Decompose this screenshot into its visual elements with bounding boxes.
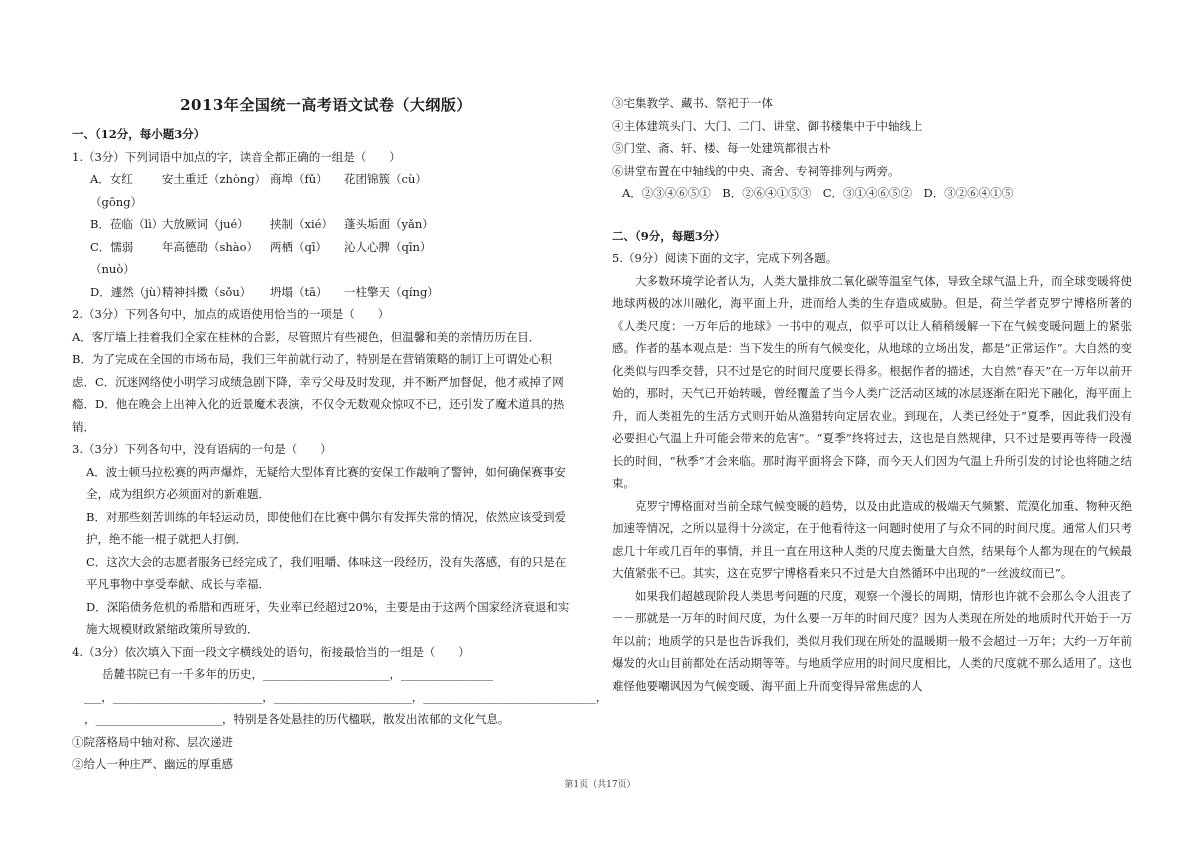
q4-line: ②给人一种庄严、幽远的厚重感: [72, 757, 233, 771]
q4-item-line: ⑤门堂、斋、轩、楼、每一处建筑都很古朴: [612, 141, 831, 155]
q4-body: [72, 663, 608, 776]
passage-paragraph: 如果我们超越现阶段人类思考问题的尺度，观察一个漫长的周期，情形也许就不会那么令人沮丧了－－那就是一万年的时间尺度，为什么要一万年的时间尺度？因为人类现在所处的地质时代开始于一万年以前；地质学的只是也告诉我们，类似月我们现在所处的温暖期一般不会超过一万年；大约一万年前爆发的火山目前都处在活动期等等。与地质学应用的时间尺度相比，人类的尺度就不那么适用了。这也难怪他要嘲讽因为气候变暖、海平面上升而变得异常焦虑的人: [612, 588, 1132, 693]
q4-line: ___，__________________________，________________________，______________________________，: [84, 689, 608, 704]
q4-item-line: ④主体建筑头门、大门、二门、讲堂、御书楼集中于中轴线上: [612, 118, 923, 133]
q4-line: 岳麓书院已有一千多年的历史，______________________，________________: [102, 667, 493, 681]
passage-paragraph: 大多数环境学论者认为，人类大量排放二氧化碳等温室气体，导致全球气温上升，而全球变暖将使地球两极的冰川融化，海平面上升，进而给人类的生存造成威胁。但是，荷兰学者克罗宁博格所著的《人类尺度：一万年后的地球》一书中的观点，似乎可以让人稍稍缓解一下在气候变暖问题上的紧张感。作者的基本观点是：当下发生的所有气候变化，从地球的立场出发，都是“正常运作”。大自然的变化类似与四季交替，只不过是它的时间尺度要长得多。根据作者的描述，大自然“春天”在一万年以前开始的，那时，天气已开始转暖，曾经覆盖了当今人类广泛活动区域的冰层逐渐在阳光下融化，海平面上升，而人类祖先的生活方式则开始从渔猎转向定居农业。到现在，人类已经处于“夏季，因此我们没有必要担心气温上升可能会带来的危害”。“夏季”终将过去，这也是自然规律，只不过是要再等待一段漫长的时间，“秋季”才会来临。那时海平面将会下降，而今天人们因为气温上升所引发的讨论也将随之结束。: [612, 273, 1132, 490]
q1-option-row: [72, 281, 580, 304]
q3-options: [72, 461, 580, 641]
q2-option-line: A．客厅墙上挂着我们全家在桂林的合影，尽管照片有些褪色，但温馨和美的亲情历历在目．: [72, 329, 541, 344]
section-2-heading: 二、（9分，每题3分）: [612, 228, 726, 243]
q2-stem: 2.（3分）下列各句中，加点的成语使用恰当的一项是（ ）: [72, 307, 390, 321]
q1-option-word: 商埠（fǔ）: [270, 172, 328, 186]
q2-option-line: B．为了完成在全国的市场布局，我们三年前就行动了，特别是在营销策略的制订上可谓处心积: [72, 352, 552, 366]
q1-stem: 1.（3分）下列词语中加点的字，读音全都正确的一组是（ ）: [72, 149, 401, 164]
q3-option-line: 全，成为组织方必须面对的新难题．: [86, 487, 270, 501]
page-footer: 第1页（共17页）: [564, 780, 636, 790]
q1-option-word: 一柱擎天（qíng）: [344, 284, 439, 299]
q1-option-word: 安土重迁（zhòng）: [162, 172, 267, 186]
passage-paragraph: 克罗宁博格面对当前全球气候变暖的趋势，以及由此造成的极端天气频繁、荒漠化加重、物种灭绝加速等情况，之所以显得十分淡定，在于他看待这一问题时使用了与众不同的时间尺度。通常人们只考虑几十年或几百年的事情，并且一直在用这种人类的尺度去衡量大自然，结果每个人都为现在的气候最大值紧张不已。其实，这在克罗宁博格看来只不过是大自然循环中出现的“一丝波纹而已”。: [612, 498, 1132, 580]
q3-option-line: C．这次大会的志愿者服务已经完成了，我们咀嚼、体味这一段经历，没有失落感，有的只是在: [86, 554, 567, 569]
q3-option-line: B．对那些刻苦训练的年轻运动员，即使他们在比赛中偶尔有发挥失常的情况，依然应该受到爱: [86, 509, 566, 524]
q3-option-line: 施大规模财政紧缩政策所导致的．: [86, 622, 259, 636]
q1-option-row: [72, 236, 580, 281]
q4-line: ①院落格局中轴对称、层次递进: [72, 734, 233, 749]
q3-stem: 3.（3分）下列各句中，没有语病的一句是（ ）: [72, 442, 332, 456]
q1-option-row: [72, 168, 580, 213]
q4-continued-items: [612, 92, 1132, 182]
q4-answer-options: A．②③④⑥⑤① B．②⑥④①⑤③ C．③①④⑥⑤② D．③②⑥④①⑤: [622, 186, 1014, 200]
q1-option-word: B．莅临（lì）: [90, 217, 164, 231]
q2-options: [72, 326, 580, 439]
left-column: [72, 90, 608, 776]
q1-option-word: 大放厥词（jué）: [162, 217, 249, 231]
q2-option-line: 虑．C．沉迷网络使小明学习成绩急剧下降，幸亏父母及时发现，并不断严加督促，他才戒掉了网: [72, 374, 564, 389]
q1-option-word: 年高德劭（shào）: [162, 239, 259, 254]
q1-option-word: A．女红（gōng）: [90, 172, 143, 209]
q1-option-word: C．懦弱（nuò）: [90, 239, 135, 276]
q5-stem: 5.（9分）阅读下面的文字，完成下列各题。: [612, 251, 838, 265]
q1-option-word: 挟制（xié）: [270, 217, 333, 231]
q3-option-line: D．深陷债务危机的希腊和西班牙，失业率已经超过20%，主要是由于这两个国家经济衰退和实: [86, 599, 570, 614]
reading-passage: [612, 270, 1132, 698]
q4-item-line: ⑥讲堂布置在中轴线的中央、斋舍、专祠等排列与两旁。: [612, 163, 900, 178]
q1-option-word: 蓬头垢面（yǎn）: [344, 217, 434, 231]
q3-option-line: A．波士顿马拉松赛的两声爆炸，无疑给大型体育比赛的安保工作敲响了警钟，如何确保赛事安: [86, 464, 566, 479]
q3-option-line: 护，绝不能一棍子就把人打倒．: [86, 532, 247, 546]
q2-option-line: 销．: [72, 419, 95, 434]
q4-stem: 4.（3分）依次填入下面一段文字横线处的语句，衔接最恰当的一组是（ ）: [72, 644, 470, 659]
q1-option-word: 两栖（qī）: [270, 239, 328, 254]
q3-option-line: 平凡事物中享受奉献、成长与幸福．: [86, 577, 270, 591]
q1-option-word: 坍塌（tā）: [270, 284, 328, 299]
q1-options: [72, 168, 580, 303]
q1-option-word: 沁人心脾（qīn）: [344, 239, 432, 254]
q4-line: ，______________________，特别是各处悬挂的历代楹联，散发出浓郁的文化气息。: [84, 712, 510, 726]
q1-option-word: 花团锦簇（cù）: [344, 172, 427, 186]
q4-item-line: ③宅集教学、藏书、祭祀于一体: [612, 96, 773, 110]
exam-title: 2013年全国统一高考语文试卷（大纲版）: [180, 96, 472, 114]
section-1-heading: 一、（12分，每小题3分）: [72, 127, 206, 141]
q1-option-row: [72, 213, 580, 236]
q1-option-word: D．遽然（jù）: [90, 284, 168, 299]
right-column: [612, 92, 1132, 697]
q1-option-word: 精神抖擞（sǒu）: [162, 284, 252, 299]
q2-option-line: 瘾．D．他在晚会上出神入化的近景魔术表演，不仅令无数观众惊叹不已，还引发了魔术道具的热: [72, 397, 565, 411]
